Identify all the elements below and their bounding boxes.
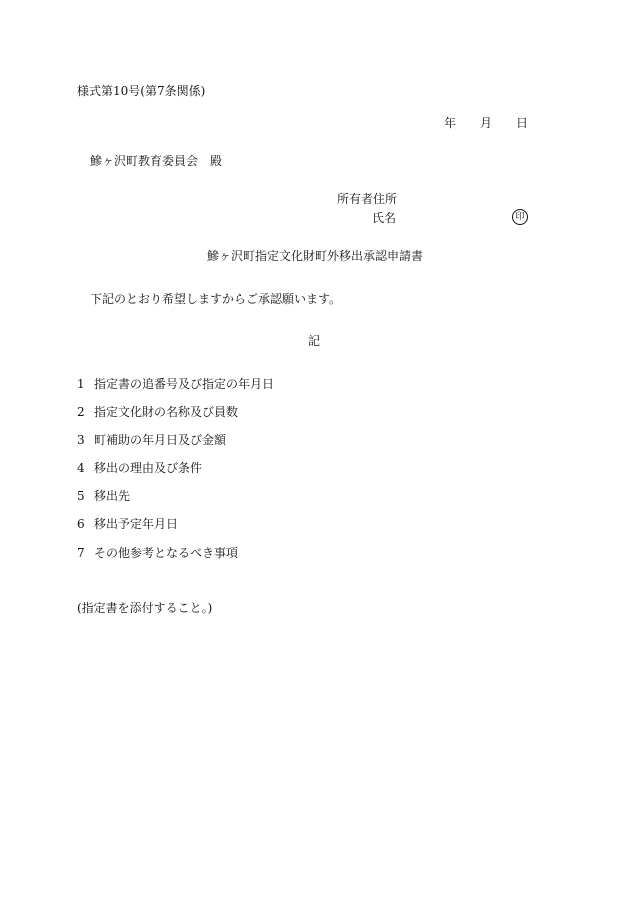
item-text: 移出先 [94, 489, 131, 503]
intro-text: 下記のとおり希望しますからご承認願います。 [90, 292, 342, 306]
item-text: 移出の理由及び条件 [94, 461, 203, 475]
item-number: 5 [77, 489, 85, 503]
item-text: 移出予定年月日 [94, 517, 179, 531]
item-number: 3 [77, 433, 85, 447]
item-text: 町補助の年月日及び金額 [94, 433, 227, 447]
item-text: 指定書の追番号及び指定の年月日 [94, 377, 275, 391]
seal-icon: 印 [512, 209, 528, 225]
item-text: 指定文化財の名称及び員数 [94, 405, 239, 419]
date-year-label: 年 [444, 116, 457, 130]
document-title: 鰺ヶ沢町指定文化財町外移出承認申請書 [207, 249, 424, 263]
list-item [77, 460, 202, 476]
date-month-label: 月 [480, 116, 493, 130]
item-text: その他参考となるべき事項 [94, 546, 239, 560]
owner-name-label: 氏名 [372, 211, 397, 225]
addressee: 鰺ヶ沢町教育委員会 殿 [90, 154, 223, 168]
ki-heading: 記 [308, 334, 321, 348]
list-item [77, 488, 130, 504]
owner-address-label: 所有者住所 [337, 192, 398, 206]
list-item [77, 432, 226, 448]
list-item [77, 545, 238, 561]
form-number: 様式第10号(第7条関係) [77, 84, 206, 98]
date-day-label: 日 [516, 116, 529, 130]
item-number: 7 [77, 546, 85, 560]
item-number: 1 [77, 377, 85, 391]
item-number: 2 [77, 405, 85, 419]
list-item [77, 376, 274, 392]
item-number: 6 [77, 517, 85, 531]
list-item [77, 516, 178, 532]
list-item [77, 404, 238, 420]
attachment-note: (指定書を添付すること。) [77, 601, 213, 615]
item-number: 4 [77, 461, 85, 475]
